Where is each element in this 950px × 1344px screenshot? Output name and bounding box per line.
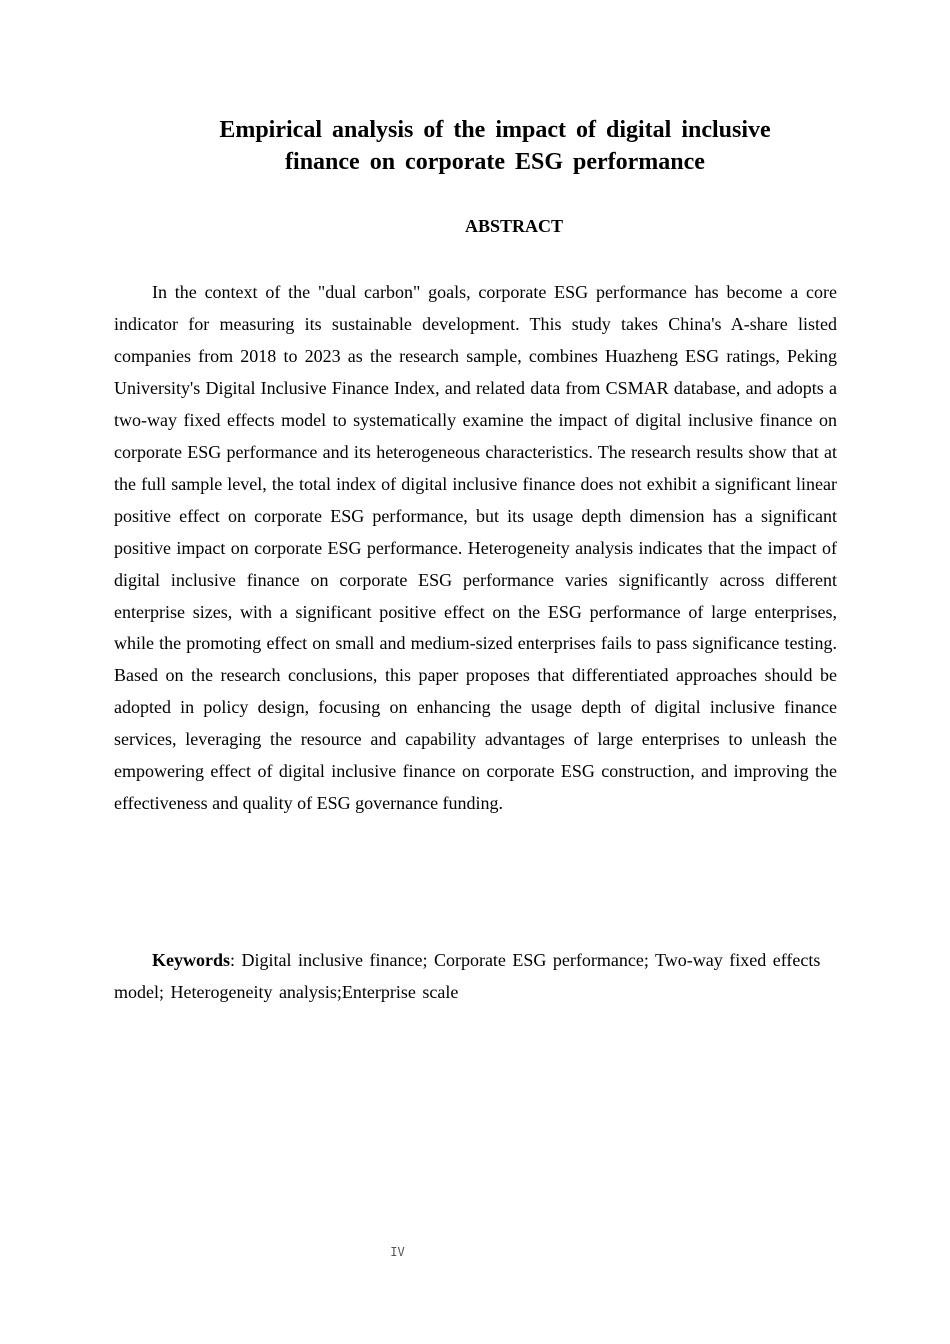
paper-title-line-2: finance on corporate ESG performance <box>285 149 705 175</box>
keywords-list: : Digital inclusive finance; Corporate ESG performance; Two-way fixed effects model; Heterogeneity analysis;Enterprise scale <box>114 950 821 1002</box>
abstract-heading: ABSTRACT <box>464 216 564 236</box>
keywords-paragraph <box>114 944 830 1008</box>
keywords-label: Keywords <box>152 950 230 970</box>
paper-title-line-1: Empirical analysis of the impact of digital inclusive <box>219 117 771 143</box>
abstract-body: In the context of the "dual carbon" goals, corporate ESG performance has become a core indicator for measuring its sustainable development. This study takes China's A-share listed companies from 2018 to 2023 as the research sample, combines Huazheng ESG ratings, Peking University's Digital Inclusive Finance Index, and related data from CSMAR database, and adopts a two-way fixed effects model to systematically examine the impact of digital inclusive finance on corporate ESG performance and its heterogeneous characteristics. The research results show that at the full sample level, the total index of digital inclusive finance does not exhibit a significant linear positive effect on corporate ESG performance, but its usage depth dimension has a significant positive impact on corporate ESG performance. Heterogeneity analysis indicates that the impact of digital inclusive finance on corporate ESG performance varies significantly across different enterprise sizes, with a significant positive effect on the ESG performance of large enterprises, while the promoting effect on small and medium-sized enterprises fails to pass significance testing. Based on the research conclusions, this paper proposes that differentiated approaches should be adopted in policy design, focusing on enhancing the usage depth of digital inclusive finance services, leveraging the resource and capability advantages of large enterprises to unleash the empowering effect of digital inclusive finance on corporate ESG construction, and improving the effectiveness and quality of ESG governance funding. <box>114 282 837 814</box>
page-number: IV <box>390 1245 405 1259</box>
paper-title <box>150 114 840 178</box>
